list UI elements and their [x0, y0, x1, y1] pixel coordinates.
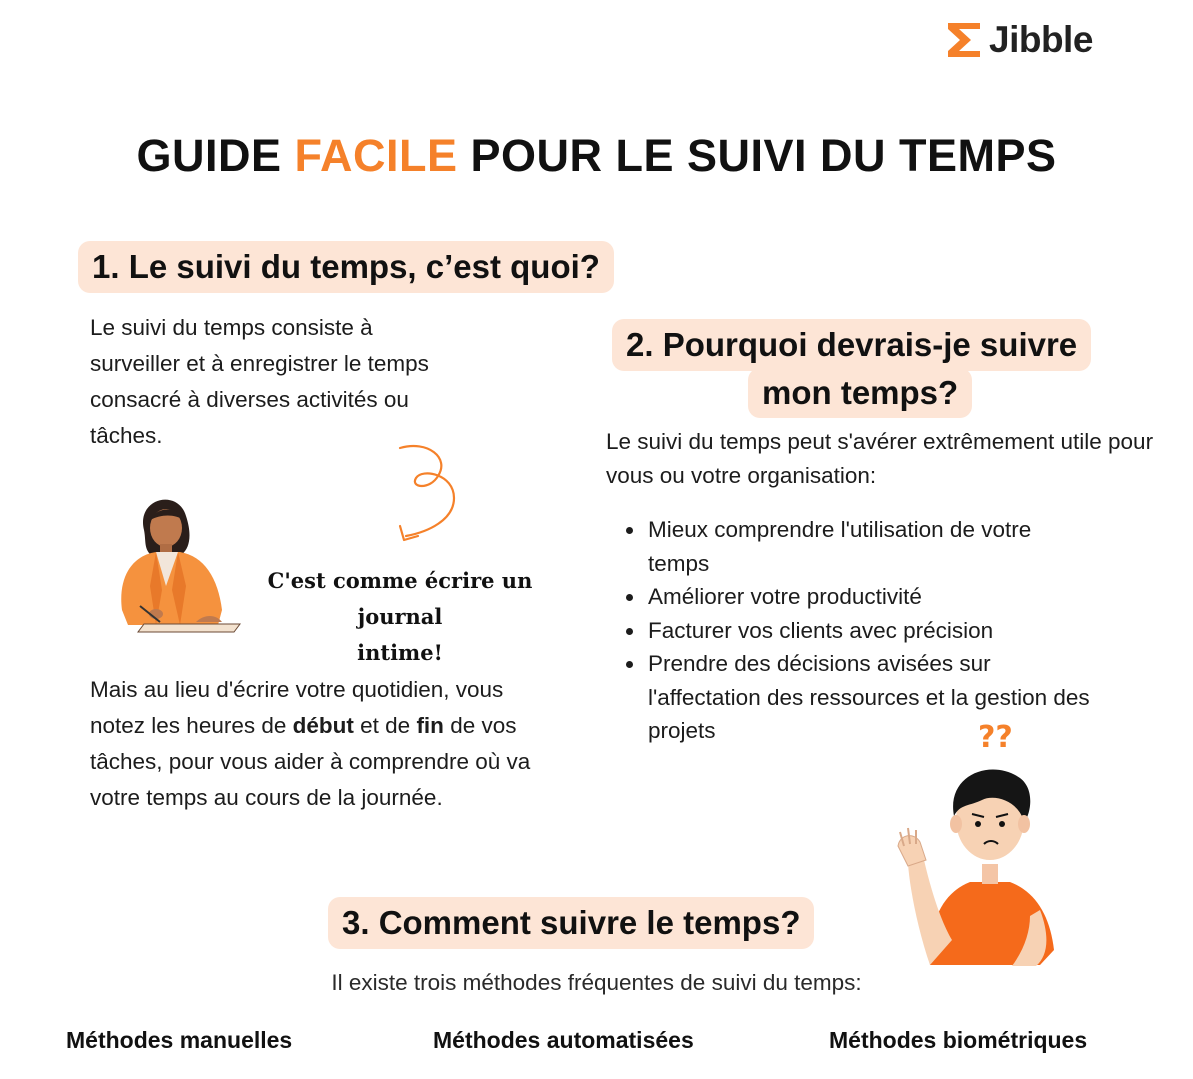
para2-bold-fin: fin [416, 713, 444, 738]
jibble-logo [945, 18, 1093, 62]
method-manual: Méthodes manuelles [66, 1027, 293, 1053]
title-part2: POUR LE SUIVI DU TEMPS [457, 130, 1057, 181]
method-automated: Méthodes automatisées [433, 1027, 694, 1053]
page-title [0, 130, 1193, 182]
bullet-icon [626, 661, 633, 668]
section1-paragraph: Le suivi du temps consiste à surveiller et à enregistrer le temps consacré à diverses activités ou tâches. [90, 315, 429, 448]
list-item-text: Améliorer votre productivité [648, 584, 922, 609]
method-biometric: Méthodes biométriques [829, 1027, 1088, 1053]
section1-paragraph2 [90, 672, 550, 816]
list-item-text: Facturer vos clients avec précision [648, 617, 994, 643]
section3-intro: Il existe trois méthodes fréquentes de suivi du temps: [331, 970, 862, 995]
title-highlight: FACILE [294, 130, 458, 181]
list-item [622, 614, 1092, 648]
quote-line2: intime! [357, 640, 443, 665]
para2-text-c: et de [353, 713, 417, 738]
list-item-text: Mieux comprendre l'utilisation de votre temps [648, 517, 1032, 576]
bullet-icon [626, 628, 633, 635]
section2-paragraph: Le suivi du temps peut s'avérer extrêmement utile pour vous ou votre organisation: [606, 429, 1154, 488]
swirl-arrow-icon [388, 440, 468, 550]
list-item [622, 647, 1092, 748]
logo-wordmark: Jibble [989, 19, 1093, 60]
section3-heading: 3. Comment suivre le temps? [328, 897, 814, 949]
list-item-text: Prendre des décisions avisées sur l'affectation des ressources et la gestion des projets [648, 651, 1090, 743]
para2-bold-debut: début [292, 713, 354, 738]
confused-man-illustration [890, 760, 1070, 970]
hourglass-logo-icon [945, 20, 983, 60]
benefits-list [622, 513, 1092, 748]
bullet-icon [626, 594, 633, 601]
title-part1: GUIDE [136, 130, 295, 181]
list-item [622, 513, 1092, 580]
quote [222, 563, 578, 671]
para2-text-d: de vos tâches, pour vous aider à comprendre où va votre temps au cours de la journée. [90, 713, 531, 810]
question-marks: ?? [978, 720, 1013, 755]
section2-heading-line1: 2. Pourquoi devrais-je suivre [612, 319, 1091, 371]
list-item [622, 580, 1092, 614]
bullet-icon [626, 527, 633, 534]
para2-text-a: Mais au lieu d'écrire votre quotidien, vous notez les heures de [90, 677, 504, 738]
section2-heading-line2: mon temps? [748, 368, 972, 418]
section1-heading: 1. Le suivi du temps, c’est quoi? [78, 241, 614, 293]
quote-line1: C'est comme écrire un journal [267, 568, 533, 629]
